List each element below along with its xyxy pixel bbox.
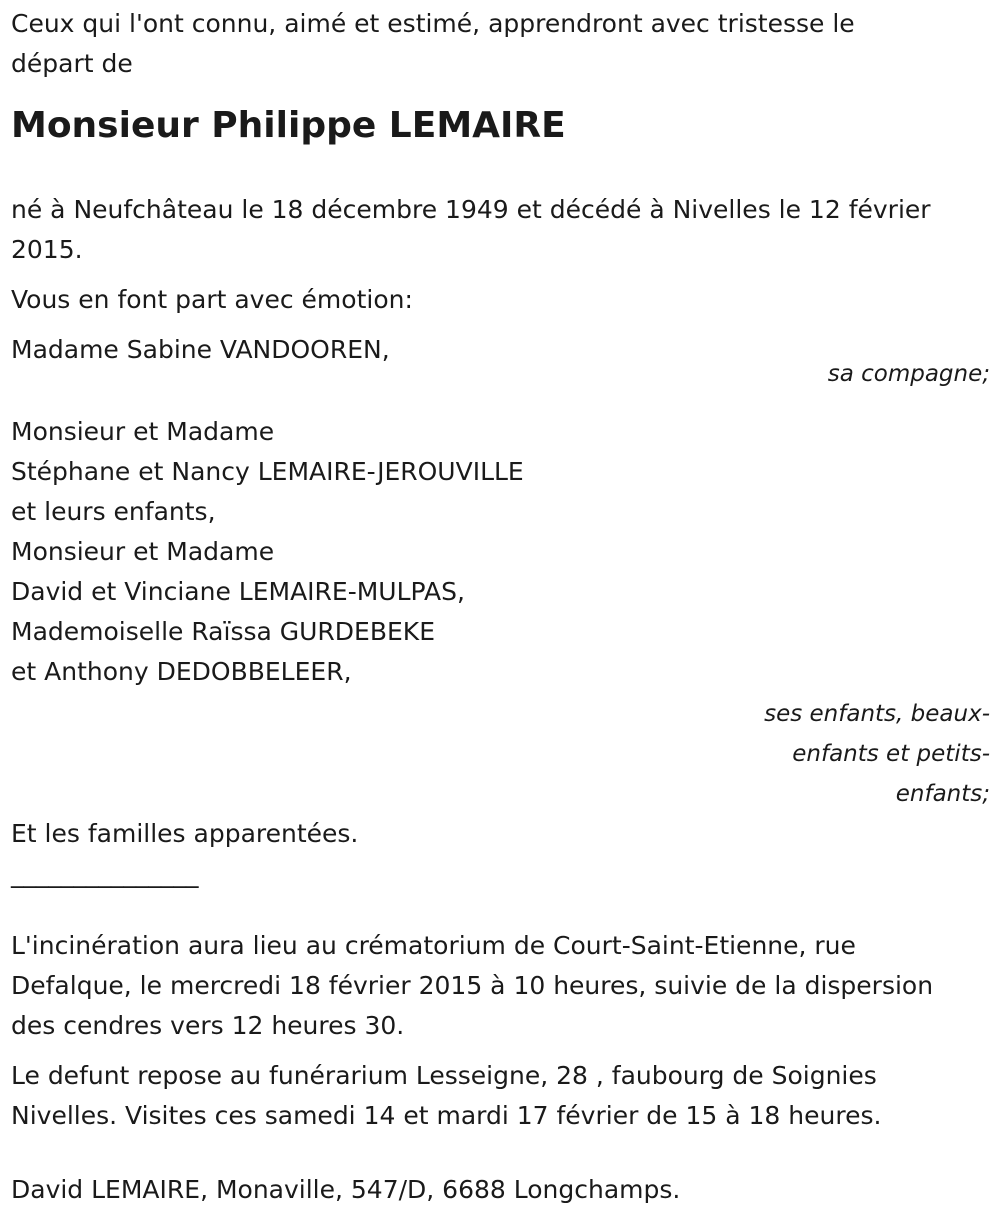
- children-line: Mademoiselle Raïssa GURDEBEKE: [11, 617, 435, 646]
- children-line: Monsieur et Madame: [11, 537, 275, 566]
- cremation-line-1: L'incinération aura lieu au crématorium de Court-Saint-Etienne, rue: [11, 931, 856, 960]
- intro-line-1: Ceux qui l'ont connu, aimé et estimé, apprendront avec tristesse le: [11, 9, 855, 38]
- intro-paragraph: [11, 4, 993, 84]
- deceased-name: Monsieur Philippe LEMAIRE: [11, 105, 566, 146]
- spacer: [11, 894, 993, 926]
- children-list: [11, 412, 993, 692]
- visitation-line-2: Nivelles. Visites ces samedi 14 et mardi 17 février de 15 à 18 heures.: [11, 1101, 882, 1130]
- visitation-paragraph: [11, 1056, 993, 1136]
- birth-death-paragraph: [11, 190, 993, 270]
- children-line: et leurs enfants,: [11, 497, 216, 526]
- children-line: et Anthony DEDOBBELEER,: [11, 657, 352, 686]
- cremation-line-3: des cendres vers 12 heures 30.: [11, 1011, 405, 1040]
- partner-relation: sa compagne;: [827, 361, 990, 387]
- children-line: Stéphane et Nancy LEMAIRE-JEROUVILLE: [11, 457, 524, 486]
- children-relation-line: ses enfants, beaux-: [764, 701, 990, 727]
- intro-line-2: départ de: [11, 49, 133, 78]
- birth-line-2: 2015.: [11, 235, 83, 264]
- obituary-notice: [11, 4, 993, 1210]
- contact-line: David LEMAIRE, Monaville, 547/D, 6688 Longchamps.: [11, 1175, 681, 1204]
- families-text: Et les familles apparentées.: [11, 819, 359, 848]
- spacer: [11, 1136, 993, 1170]
- cremation-line-2: Defalque, le mercredi 18 février 2015 à 10 heures, suivie de la dispersion: [11, 971, 934, 1000]
- children-line: David et Vinciane LEMAIRE-MULPAS,: [11, 577, 465, 606]
- visitation-line-1: Le defunt repose au funérarium Lesseigne, 28 , faubourg de Soignies: [11, 1061, 877, 1090]
- children-line: Monsieur et Madame: [11, 417, 275, 446]
- announcement-text: Vous en font part avec émotion:: [11, 285, 413, 314]
- children-relation-line: enfants;: [895, 781, 990, 807]
- separator-line: _______________: [11, 859, 199, 888]
- children-relation: [11, 694, 993, 814]
- children-relation-line: enfants et petits-: [792, 741, 990, 767]
- partner-name: Madame Sabine VANDOOREN,: [11, 335, 390, 364]
- cremation-paragraph: [11, 926, 993, 1046]
- birth-line-1: né à Neufchâteau le 18 décembre 1949 et décédé à Nivelles le 12 février: [11, 195, 931, 224]
